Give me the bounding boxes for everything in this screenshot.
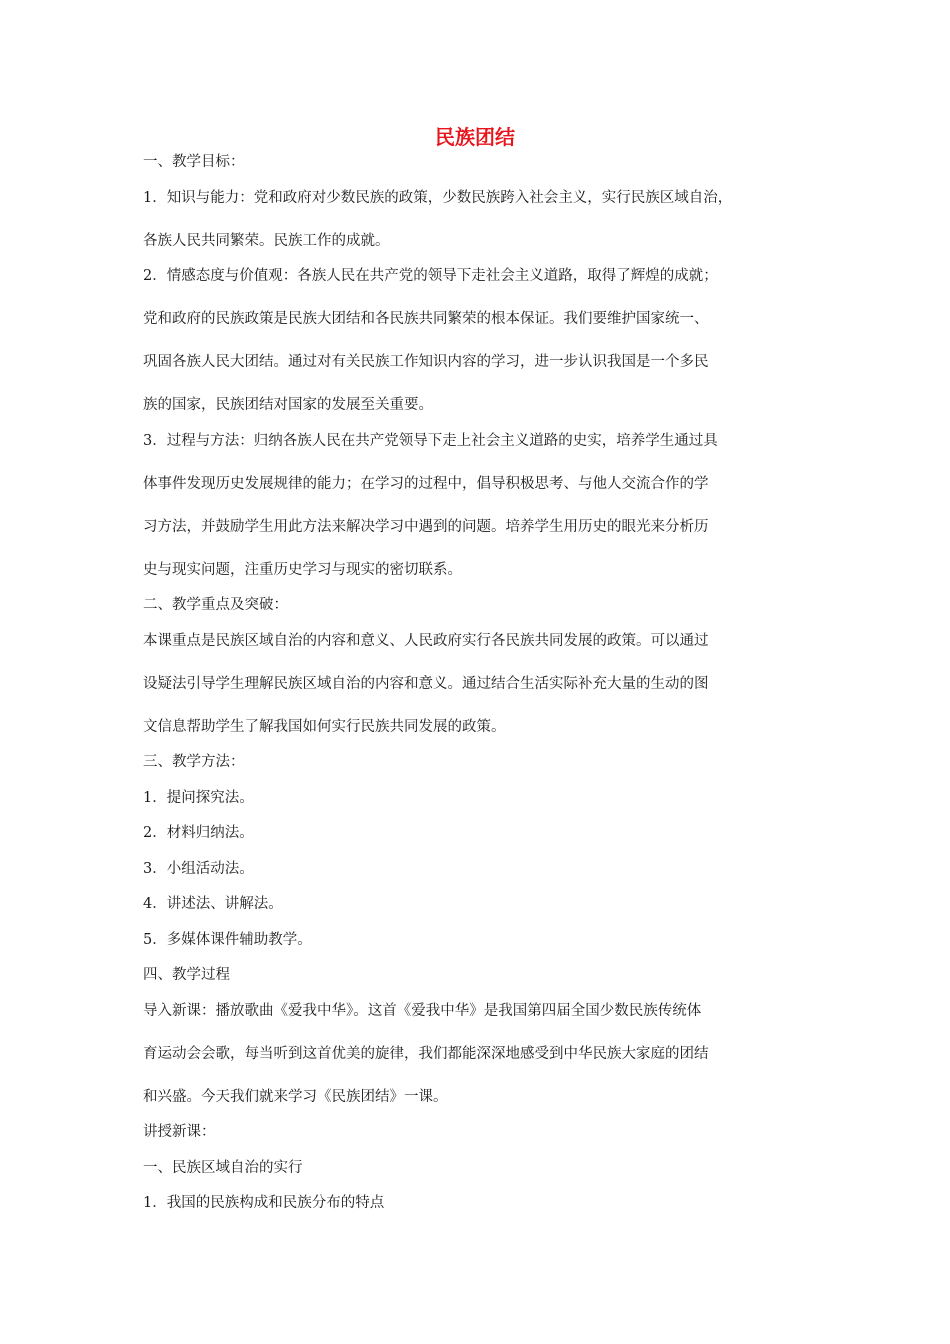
paragraph-line: 族的国家，民族团结对国家的发展至关重要。 [143, 397, 433, 413]
paragraph-line: 1．知识与能力：党和政府对少数民族的政策，少数民族跨入社会主义，实行民族区域自治， [143, 189, 733, 206]
subsection-heading: 1．我国的民族构成和民族分布的特点 [143, 1195, 385, 1211]
list-item: 2．材料归纳法。 [143, 825, 254, 841]
paragraph-line: 文信息帮助学生了解我国如何实行民族共同发展的政策。 [143, 718, 506, 735]
document-body [143, 151, 823, 1228]
paragraph-line: 史与现实问题，注重历史学习与现实的密切联系。 [143, 561, 462, 578]
paragraph-line: 习方法，并鼓励学生用此方法来解决学习中遇到的问题。培养学生用历史的眼光来分析历 [143, 518, 709, 535]
paragraph-line: 3．过程与方法：归纳各族人民在共产党领导下走上社会主义道路的史实，培养学生通过具 [143, 432, 718, 449]
list-item: 3．小组活动法。 [143, 860, 254, 877]
section-heading: 二、教学重点及突破： [143, 597, 288, 613]
list-item: 5．多媒体课件辅助教学。 [143, 931, 312, 948]
document-title: 民族团结 [435, 125, 515, 149]
paragraph-line: 导入新课：播放歌曲《爱我中华》。这首《爱我中华》是我国第四届全国少数民族传统体 [143, 1002, 702, 1019]
paragraph-line: 本课重点是民族区域自治的内容和意义、人民政府实行各民族共同发展的政策。可以通过 [143, 632, 709, 649]
paragraph-line: 2．情感态度与价值观：各族人民在共产党的领导下走社会主义道路，取得了辉煌的成就； [143, 268, 718, 284]
section-heading: 讲授新课： [143, 1124, 216, 1140]
paragraph-line: 党和政府的民族政策是民族大团结和各民族共同繁荣的根本保证。我们要维护国家统一、 [143, 311, 709, 327]
list-item: 4．讲述法、讲解法。 [143, 896, 283, 912]
section-heading: 一、民族区域自治的实行 [143, 1159, 303, 1176]
paragraph-line: 和兴盛。今天我们就来学习《民族团结》一课。 [143, 1088, 448, 1105]
paragraph-line: 各族人民共同繁荣。民族工作的成就。 [143, 232, 390, 249]
paragraph-line: 育运动会会歌，每当听到这首优美的旋律，我们都能深深地感受到中华民族大家庭的团结 [143, 1045, 709, 1062]
paragraph-line: 设疑法引导学生理解民族区域自治的内容和意义。通过结合生活实际补充大量的生动的图 [143, 675, 709, 692]
section-heading: 三、教学方法： [143, 754, 245, 770]
list-item: 1．提问探究法。 [143, 789, 254, 806]
paragraph-line: 巩固各族人民大团结。通过对有关民族工作知识内容的学习，进一步认识我国是一个多民 [143, 354, 709, 370]
paragraph-line: 体事件发现历史发展规律的能力；在学习的过程中，倡导积极思考、与他人交流合作的学 [143, 475, 709, 492]
section-heading: 四、教学过程 [143, 967, 230, 983]
section-heading: 一、教学目标： [143, 154, 245, 170]
